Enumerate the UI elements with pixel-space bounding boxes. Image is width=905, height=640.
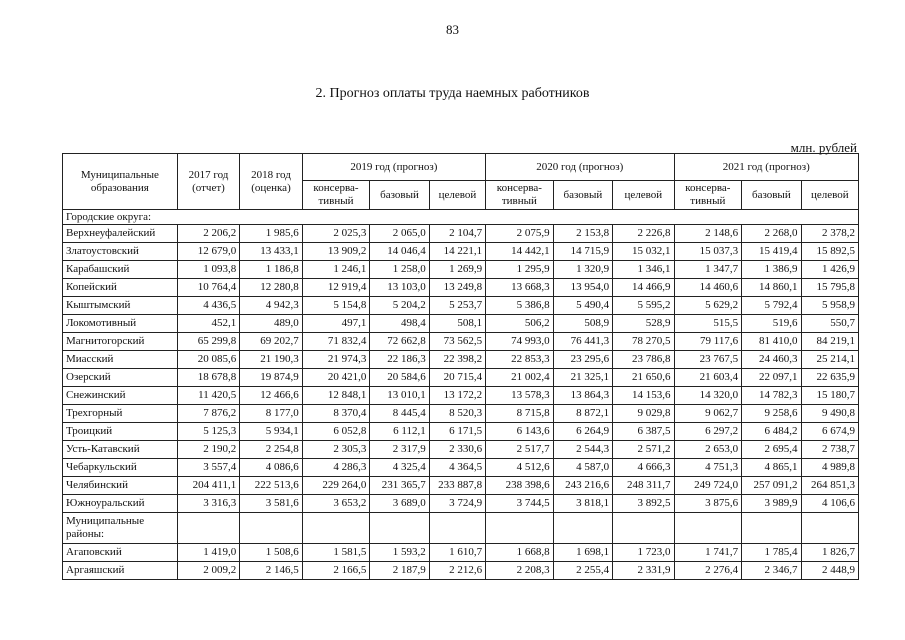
- value-cell: 81 410,0: [742, 333, 801, 351]
- value-cell: 14 715,9: [553, 243, 612, 261]
- value-cell: 2 254,8: [240, 441, 302, 459]
- value-cell: 20 584,6: [370, 369, 429, 387]
- value-cell: 3 875,6: [674, 495, 742, 513]
- value-cell: 5 490,4: [553, 297, 612, 315]
- value-cell: 9 062,7: [674, 405, 742, 423]
- value-cell: 1 386,9: [742, 261, 801, 279]
- value-cell: 15 180,7: [801, 387, 858, 405]
- table-row: [63, 562, 859, 580]
- row-name-cell: Агаповский: [63, 544, 178, 562]
- header-2019-base: базовый: [370, 181, 429, 210]
- value-cell: 452,1: [177, 315, 239, 333]
- value-cell: 13 668,3: [486, 279, 554, 297]
- value-cell: 1 419,0: [177, 544, 239, 562]
- empty-cell: [240, 513, 302, 544]
- header-2019: 2019 год (прогноз): [302, 154, 485, 181]
- value-cell: 10 764,4: [177, 279, 239, 297]
- value-cell: 14 221,1: [429, 243, 485, 261]
- value-cell: 2 148,6: [674, 225, 742, 243]
- value-cell: 2 146,5: [240, 562, 302, 580]
- value-cell: 12 848,1: [302, 387, 370, 405]
- value-cell: 2 208,3: [486, 562, 554, 580]
- value-cell: 69 202,7: [240, 333, 302, 351]
- value-cell: 2 255,4: [553, 562, 612, 580]
- value-cell: 2 544,3: [553, 441, 612, 459]
- header-2020: 2020 год (прогноз): [486, 154, 674, 181]
- value-cell: 4 106,6: [801, 495, 858, 513]
- value-cell: 21 325,1: [553, 369, 612, 387]
- value-cell: 6 052,8: [302, 423, 370, 441]
- value-cell: 1 246,1: [302, 261, 370, 279]
- value-cell: 257 091,2: [742, 477, 801, 495]
- header-2020-target: целевой: [613, 181, 674, 210]
- row-name-cell: Усть-Катавский: [63, 441, 178, 459]
- value-cell: 1 593,2: [370, 544, 429, 562]
- empty-cell: [486, 513, 554, 544]
- value-cell: 8 177,0: [240, 405, 302, 423]
- value-cell: 204 411,1: [177, 477, 239, 495]
- value-cell: 13 864,3: [553, 387, 612, 405]
- value-cell: 15 032,1: [613, 243, 674, 261]
- value-cell: 21 650,6: [613, 369, 674, 387]
- value-cell: 12 466,6: [240, 387, 302, 405]
- value-cell: 1 269,9: [429, 261, 485, 279]
- value-cell: 1 741,7: [674, 544, 742, 562]
- value-cell: 3 316,3: [177, 495, 239, 513]
- value-cell: 14 442,1: [486, 243, 554, 261]
- value-cell: 15 892,5: [801, 243, 858, 261]
- value-cell: 14 860,1: [742, 279, 801, 297]
- value-cell: 2 695,4: [742, 441, 801, 459]
- value-cell: 1 258,0: [370, 261, 429, 279]
- value-cell: 3 689,0: [370, 495, 429, 513]
- value-cell: 2 653,0: [674, 441, 742, 459]
- value-cell: 22 398,2: [429, 351, 485, 369]
- value-cell: 5 934,1: [240, 423, 302, 441]
- value-cell: 4 666,3: [613, 459, 674, 477]
- value-cell: 2 276,4: [674, 562, 742, 580]
- empty-cell: [553, 513, 612, 544]
- value-cell: 13 954,0: [553, 279, 612, 297]
- value-cell: 23 295,6: [553, 351, 612, 369]
- value-cell: 1 426,9: [801, 261, 858, 279]
- value-cell: 508,1: [429, 315, 485, 333]
- value-cell: 1 985,6: [240, 225, 302, 243]
- value-cell: 72 662,8: [370, 333, 429, 351]
- value-cell: 5 958,9: [801, 297, 858, 315]
- value-cell: 1 295,9: [486, 261, 554, 279]
- value-cell: 2 378,2: [801, 225, 858, 243]
- value-cell: 6 264,9: [553, 423, 612, 441]
- value-cell: 229 264,0: [302, 477, 370, 495]
- table-row: [63, 423, 859, 441]
- value-cell: 2 268,0: [742, 225, 801, 243]
- value-cell: 506,2: [486, 315, 554, 333]
- row-name-cell: Снежинский: [63, 387, 178, 405]
- value-cell: 6 297,2: [674, 423, 742, 441]
- value-cell: 5 125,3: [177, 423, 239, 441]
- value-cell: 2 330,6: [429, 441, 485, 459]
- value-cell: 233 887,8: [429, 477, 485, 495]
- value-cell: 1 320,9: [553, 261, 612, 279]
- value-cell: 5 792,4: [742, 297, 801, 315]
- header-2021-target: целевой: [801, 181, 858, 210]
- row-name-cell: Челябинский: [63, 477, 178, 495]
- value-cell: 3 581,6: [240, 495, 302, 513]
- value-cell: 4 587,0: [553, 459, 612, 477]
- value-cell: 249 724,0: [674, 477, 742, 495]
- section-label-districts: Муниципальные районы:: [63, 513, 178, 544]
- header-2019-target: целевой: [429, 181, 485, 210]
- value-cell: 14 153,6: [613, 387, 674, 405]
- value-cell: 6 484,2: [742, 423, 801, 441]
- header-2021: 2021 год (прогноз): [674, 154, 858, 181]
- value-cell: 12 679,0: [177, 243, 239, 261]
- value-cell: 1 346,1: [613, 261, 674, 279]
- row-name-cell: Магнитогорский: [63, 333, 178, 351]
- section-label-urban: Городские округа:: [63, 210, 859, 225]
- value-cell: 4 751,3: [674, 459, 742, 477]
- value-cell: 5 154,8: [302, 297, 370, 315]
- value-cell: 2 305,3: [302, 441, 370, 459]
- value-cell: 4 942,3: [240, 297, 302, 315]
- value-cell: 222 513,6: [240, 477, 302, 495]
- value-cell: 238 398,6: [486, 477, 554, 495]
- empty-cell: [613, 513, 674, 544]
- page-title: 2. Прогноз оплаты труда наемных работников: [315, 86, 590, 101]
- value-cell: 4 436,5: [177, 297, 239, 315]
- table-row: [63, 261, 859, 279]
- value-cell: 4 325,4: [370, 459, 429, 477]
- section-row-urban: [63, 210, 859, 225]
- value-cell: 2 517,7: [486, 441, 554, 459]
- value-cell: 3 744,5: [486, 495, 554, 513]
- value-cell: 15 419,4: [742, 243, 801, 261]
- value-cell: 1 347,7: [674, 261, 742, 279]
- table-row: [63, 279, 859, 297]
- value-cell: 3 557,4: [177, 459, 239, 477]
- value-cell: 2 226,8: [613, 225, 674, 243]
- row-name-cell: Трехгорный: [63, 405, 178, 423]
- value-cell: 2 009,2: [177, 562, 239, 580]
- section-row-districts: [63, 513, 859, 544]
- value-cell: 4 989,8: [801, 459, 858, 477]
- row-name-cell: Копейский: [63, 279, 178, 297]
- value-cell: 11 420,5: [177, 387, 239, 405]
- value-cell: 12 280,8: [240, 279, 302, 297]
- value-cell: 23 767,5: [674, 351, 742, 369]
- value-cell: 4 364,5: [429, 459, 485, 477]
- value-cell: 2 317,9: [370, 441, 429, 459]
- empty-cell: [674, 513, 742, 544]
- header-2021-base: базовый: [742, 181, 801, 210]
- value-cell: 264 851,3: [801, 477, 858, 495]
- table-row: [63, 387, 859, 405]
- value-cell: 21 190,3: [240, 351, 302, 369]
- table-row: [63, 225, 859, 243]
- value-cell: 7 876,2: [177, 405, 239, 423]
- value-cell: 13 578,3: [486, 387, 554, 405]
- value-cell: 21 603,4: [674, 369, 742, 387]
- value-cell: 4 286,3: [302, 459, 370, 477]
- value-cell: 8 370,4: [302, 405, 370, 423]
- value-cell: 2 190,2: [177, 441, 239, 459]
- row-name-cell: Карабашский: [63, 261, 178, 279]
- value-cell: 23 786,8: [613, 351, 674, 369]
- table-row: [63, 495, 859, 513]
- value-cell: 18 678,8: [177, 369, 239, 387]
- value-cell: 2 346,7: [742, 562, 801, 580]
- value-cell: 12 919,4: [302, 279, 370, 297]
- value-cell: 14 466,9: [613, 279, 674, 297]
- empty-cell: [742, 513, 801, 544]
- value-cell: 22 097,1: [742, 369, 801, 387]
- units-label: млн. рублей: [790, 140, 857, 155]
- value-cell: 76 441,3: [553, 333, 612, 351]
- value-cell: 1 508,6: [240, 544, 302, 562]
- value-cell: 2 571,2: [613, 441, 674, 459]
- header-2020-base: базовый: [553, 181, 612, 210]
- table-row: [63, 315, 859, 333]
- value-cell: 2 738,7: [801, 441, 858, 459]
- value-cell: 8 872,1: [553, 405, 612, 423]
- value-cell: 489,0: [240, 315, 302, 333]
- value-cell: 6 674,9: [801, 423, 858, 441]
- header-2020-conservative: консерва-тивный: [486, 181, 554, 210]
- header-2017: 2017 год (отчет): [177, 154, 239, 210]
- header-municipal: Муниципальные образования: [63, 154, 178, 210]
- empty-cell: [370, 513, 429, 544]
- value-cell: 5 595,2: [613, 297, 674, 315]
- row-name-cell: Кыштымский: [63, 297, 178, 315]
- table-body: [63, 210, 859, 580]
- value-cell: 21 974,3: [302, 351, 370, 369]
- table-row: [63, 405, 859, 423]
- value-cell: 22 635,9: [801, 369, 858, 387]
- value-cell: 508,9: [553, 315, 612, 333]
- row-name-cell: Миасский: [63, 351, 178, 369]
- value-cell: 20 085,6: [177, 351, 239, 369]
- value-cell: 9 258,6: [742, 405, 801, 423]
- empty-cell: [177, 513, 239, 544]
- value-cell: 13 172,2: [429, 387, 485, 405]
- value-cell: 8 445,4: [370, 405, 429, 423]
- value-cell: 78 270,5: [613, 333, 674, 351]
- header-2019-conservative: консерва-тивный: [302, 181, 370, 210]
- header-2021-conservative: консерва-тивный: [674, 181, 742, 210]
- page-number: 83: [446, 22, 459, 37]
- value-cell: 498,4: [370, 315, 429, 333]
- value-cell: 14 782,3: [742, 387, 801, 405]
- value-cell: 73 562,5: [429, 333, 485, 351]
- value-cell: 79 117,6: [674, 333, 742, 351]
- empty-cell: [302, 513, 370, 544]
- value-cell: 515,5: [674, 315, 742, 333]
- table-row: [63, 441, 859, 459]
- header-2018: 2018 год (оценка): [240, 154, 302, 210]
- value-cell: 2 153,8: [553, 225, 612, 243]
- value-cell: 84 219,1: [801, 333, 858, 351]
- wage-forecast-table: [62, 153, 859, 580]
- value-cell: 1 093,8: [177, 261, 239, 279]
- value-cell: 24 460,3: [742, 351, 801, 369]
- value-cell: 14 460,6: [674, 279, 742, 297]
- value-cell: 9 029,8: [613, 405, 674, 423]
- row-name-cell: Локомотивный: [63, 315, 178, 333]
- table-row: [63, 459, 859, 477]
- value-cell: 1 826,7: [801, 544, 858, 562]
- table-row: [63, 297, 859, 315]
- value-cell: 4 086,6: [240, 459, 302, 477]
- value-cell: 13 249,8: [429, 279, 485, 297]
- value-cell: 8 715,8: [486, 405, 554, 423]
- value-cell: 5 253,7: [429, 297, 485, 315]
- value-cell: 519,6: [742, 315, 801, 333]
- value-cell: 14 320,0: [674, 387, 742, 405]
- value-cell: 2 448,9: [801, 562, 858, 580]
- value-cell: 22 186,3: [370, 351, 429, 369]
- value-cell: 1 723,0: [613, 544, 674, 562]
- value-cell: 231 365,7: [370, 477, 429, 495]
- table-row: [63, 369, 859, 387]
- row-name-cell: Южноуральский: [63, 495, 178, 513]
- value-cell: 6 171,5: [429, 423, 485, 441]
- table-row: [63, 243, 859, 261]
- value-cell: 2 075,9: [486, 225, 554, 243]
- empty-cell: [801, 513, 858, 544]
- table-row: [63, 544, 859, 562]
- value-cell: 13 909,2: [302, 243, 370, 261]
- value-cell: 13 103,0: [370, 279, 429, 297]
- table-row: [63, 477, 859, 495]
- value-cell: 1 581,5: [302, 544, 370, 562]
- row-name-cell: Чебаркульский: [63, 459, 178, 477]
- value-cell: 15 037,3: [674, 243, 742, 261]
- value-cell: 2 331,9: [613, 562, 674, 580]
- value-cell: 2 212,6: [429, 562, 485, 580]
- value-cell: 5 629,2: [674, 297, 742, 315]
- value-cell: 6 387,5: [613, 423, 674, 441]
- table-header: [63, 154, 859, 210]
- row-name-cell: Аргаяшский: [63, 562, 178, 580]
- value-cell: 3 892,5: [613, 495, 674, 513]
- value-cell: 13 433,1: [240, 243, 302, 261]
- value-cell: 3 818,1: [553, 495, 612, 513]
- value-cell: 2 166,5: [302, 562, 370, 580]
- value-cell: 65 299,8: [177, 333, 239, 351]
- value-cell: 15 795,8: [801, 279, 858, 297]
- value-cell: 6 143,6: [486, 423, 554, 441]
- value-cell: 550,7: [801, 315, 858, 333]
- value-cell: 8 520,3: [429, 405, 485, 423]
- value-cell: 9 490,8: [801, 405, 858, 423]
- value-cell: 2 187,9: [370, 562, 429, 580]
- value-cell: 21 002,4: [486, 369, 554, 387]
- row-name-cell: Златоустовский: [63, 243, 178, 261]
- value-cell: 20 715,4: [429, 369, 485, 387]
- value-cell: 528,9: [613, 315, 674, 333]
- value-cell: 1 186,8: [240, 261, 302, 279]
- value-cell: 2 206,2: [177, 225, 239, 243]
- value-cell: 2 104,7: [429, 225, 485, 243]
- value-cell: 4 512,6: [486, 459, 554, 477]
- row-name-cell: Верхнеуфалейский: [63, 225, 178, 243]
- value-cell: 243 216,6: [553, 477, 612, 495]
- value-cell: 5 204,2: [370, 297, 429, 315]
- value-cell: 71 832,4: [302, 333, 370, 351]
- value-cell: 1 785,4: [742, 544, 801, 562]
- value-cell: 5 386,8: [486, 297, 554, 315]
- row-name-cell: Озерский: [63, 369, 178, 387]
- value-cell: 25 214,1: [801, 351, 858, 369]
- table-row: [63, 351, 859, 369]
- value-cell: 3 989,9: [742, 495, 801, 513]
- value-cell: 4 865,1: [742, 459, 801, 477]
- value-cell: 1 610,7: [429, 544, 485, 562]
- value-cell: 248 311,7: [613, 477, 674, 495]
- value-cell: 22 853,3: [486, 351, 554, 369]
- value-cell: 2 065,0: [370, 225, 429, 243]
- value-cell: 14 046,4: [370, 243, 429, 261]
- value-cell: 20 421,0: [302, 369, 370, 387]
- value-cell: 497,1: [302, 315, 370, 333]
- value-cell: 6 112,1: [370, 423, 429, 441]
- value-cell: 74 993,0: [486, 333, 554, 351]
- value-cell: 3 724,9: [429, 495, 485, 513]
- value-cell: 3 653,2: [302, 495, 370, 513]
- empty-cell: [429, 513, 485, 544]
- row-name-cell: Троицкий: [63, 423, 178, 441]
- value-cell: 1 668,8: [486, 544, 554, 562]
- table-row: [63, 333, 859, 351]
- value-cell: 1 698,1: [553, 544, 612, 562]
- value-cell: 2 025,3: [302, 225, 370, 243]
- value-cell: 13 010,1: [370, 387, 429, 405]
- value-cell: 19 874,9: [240, 369, 302, 387]
